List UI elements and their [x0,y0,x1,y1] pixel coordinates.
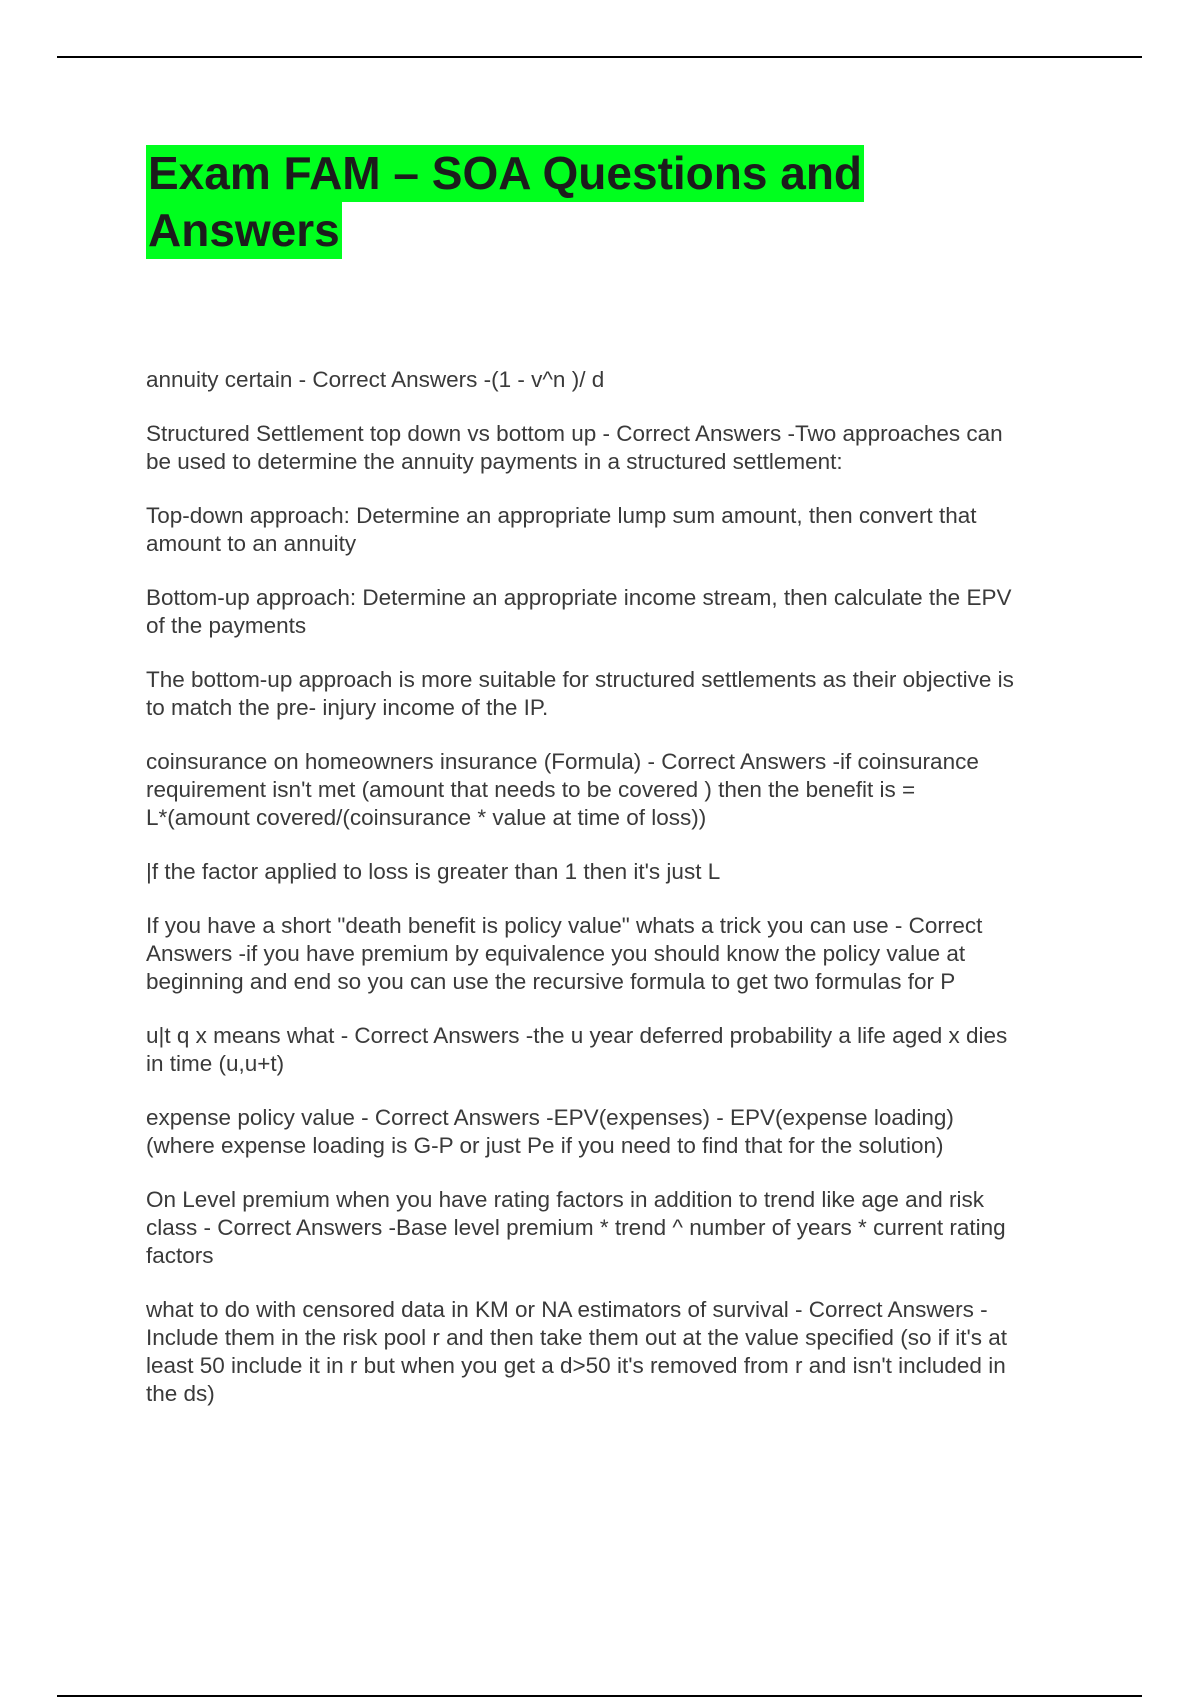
qa-paragraph [146,748,1086,832]
text-line: u|t q x means what - Correct Answers -the u year deferred probability a life aged x dies [146,1023,1008,1048]
qa-paragraph [146,858,1086,886]
text-line: L*(amount covered/(coinsurance * value at time of loss)) [146,805,707,830]
text-line: Top-down approach: Determine an appropriate lump sum amount, then convert that [146,503,977,528]
qa-paragraph [146,1022,1086,1078]
text-line: be used to determine the annuity payments in a structured settlement: [146,449,843,474]
document-body [146,366,1086,1434]
footer-rule [57,1695,1142,1697]
text-line: factors [146,1243,214,1268]
text-line: what to do with censored data in KM or NA estimators of survival - Correct Answers - [146,1297,988,1322]
qa-paragraph [146,1296,1086,1408]
text-line: annuity certain - Correct Answers -(1 - v^n )/ d [146,367,605,392]
qa-paragraph [146,1104,1086,1160]
title-line-2: Answers [146,202,342,259]
text-line: The bottom-up approach is more suitable for structured settlements as their objective is [146,667,1014,692]
text-line: least 50 include it in r but when you get a d>50 it's removed from r and isn't included in [146,1353,1006,1378]
qa-paragraph [146,366,1086,394]
text-line: Bottom-up approach: Determine an appropriate income stream, then calculate the EPV [146,585,1012,610]
qa-paragraph [146,584,1086,640]
text-line: If you have a short "death benefit is policy value" whats a trick you can use - Correct [146,913,983,938]
title-line-1: Exam FAM – SOA Questions and [146,145,864,202]
text-line: Answers -if you have premium by equivalence you should know the policy value at [146,941,966,966]
text-line: the ds) [146,1381,215,1406]
qa-paragraph [146,1186,1086,1270]
text-line: (where expense loading is G-P or just Pe if you need to find that for the solution) [146,1133,944,1158]
text-line: requirement isn't met (amount that needs to be covered ) then the benefit is = [146,777,916,802]
page-title [146,145,1046,259]
text-line: Structured Settlement top down vs bottom up - Correct Answers -Two approaches can [146,421,1003,446]
text-line: coinsurance on homeowners insurance (Formula) - Correct Answers -if coinsurance [146,749,979,774]
text-line: in time (u,u+t) [146,1051,285,1076]
text-line: amount to an annuity [146,531,357,556]
qa-paragraph [146,666,1086,722]
qa-paragraph [146,912,1086,996]
header-rule [57,56,1142,58]
qa-paragraph [146,420,1086,476]
text-line: class - Correct Answers -Base level premium * trend ^ number of years * current rating [146,1215,1006,1240]
text-line: of the payments [146,613,307,638]
text-line: beginning and end so you can use the recursive formula to get two formulas for P [146,969,956,994]
text-line: Include them in the risk pool r and then take them out at the value specified (so if it's at [146,1325,1008,1350]
text-line: |f the factor applied to loss is greater than 1 then it's just L [146,859,721,884]
text-line: to match the pre- injury income of the IP. [146,695,549,720]
qa-paragraph [146,502,1086,558]
text-line: expense policy value - Correct Answers -EPV(expenses) - EPV(expense loading) [146,1105,954,1130]
text-line: On Level premium when you have rating factors in addition to trend like age and risk [146,1187,984,1212]
